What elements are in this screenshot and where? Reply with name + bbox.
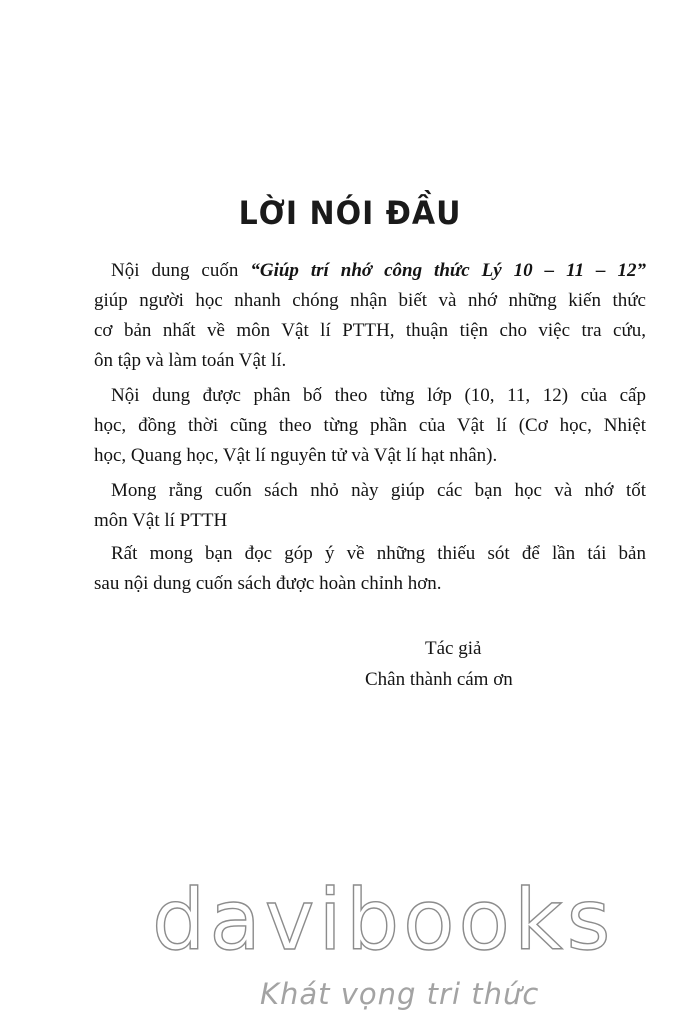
paragraph-line: Nội dung được phân bố theo từng lớp (10, 11, 12) của cấp xyxy=(111,385,646,406)
paragraph-line: học, Quang học, Vật lí nguyên tử và Vật lí hạt nhân). xyxy=(94,445,498,466)
paragraph-feedback xyxy=(94,539,646,599)
paragraph-line: ôn tập và làm toán Vật lí. xyxy=(94,350,287,371)
paragraph-line: học, đồng thời cũng theo từng phần của Vật lí (Cơ học, Nhiệt xyxy=(94,415,646,436)
book-title: “Giúp trí nhớ công thức Lý 10 – 11 – 12” xyxy=(250,260,646,281)
signature-author: Tác giả xyxy=(425,638,482,659)
watermark-slogan: Khát vọng tri thức xyxy=(260,977,540,1011)
paragraph-line: Mong rằng cuốn sách nhỏ này giúp các bạn học và nhớ tốt xyxy=(111,480,646,501)
paragraph-line: môn Vật lí PTTH xyxy=(94,510,228,531)
paragraph-intro xyxy=(94,256,646,376)
paragraph-line: sau nội dung cuốn sách được hoàn chỉnh hơn. xyxy=(94,573,442,594)
intro-text: Nội dung cuốn xyxy=(111,260,251,281)
signature-thanks: Chân thành cám ơn xyxy=(365,669,513,690)
paragraph-line xyxy=(94,256,646,286)
paragraph-distribution xyxy=(94,381,646,471)
watermark-brand: davibooks xyxy=(152,871,615,969)
paragraph-line: Rất mong bạn đọc góp ý về những thiếu sót để lần tái bản xyxy=(111,543,646,564)
page-title: LỜI NÓI ĐẦU xyxy=(238,194,462,233)
paragraph-line: cơ bản nhất về môn Vật lí PTTH, thuận tiện cho việc tra cứu, xyxy=(94,320,646,341)
paragraph-line: giúp người học nhanh chóng nhận biết và nhớ những kiến thức xyxy=(94,290,646,311)
paragraph-hope xyxy=(94,476,646,536)
